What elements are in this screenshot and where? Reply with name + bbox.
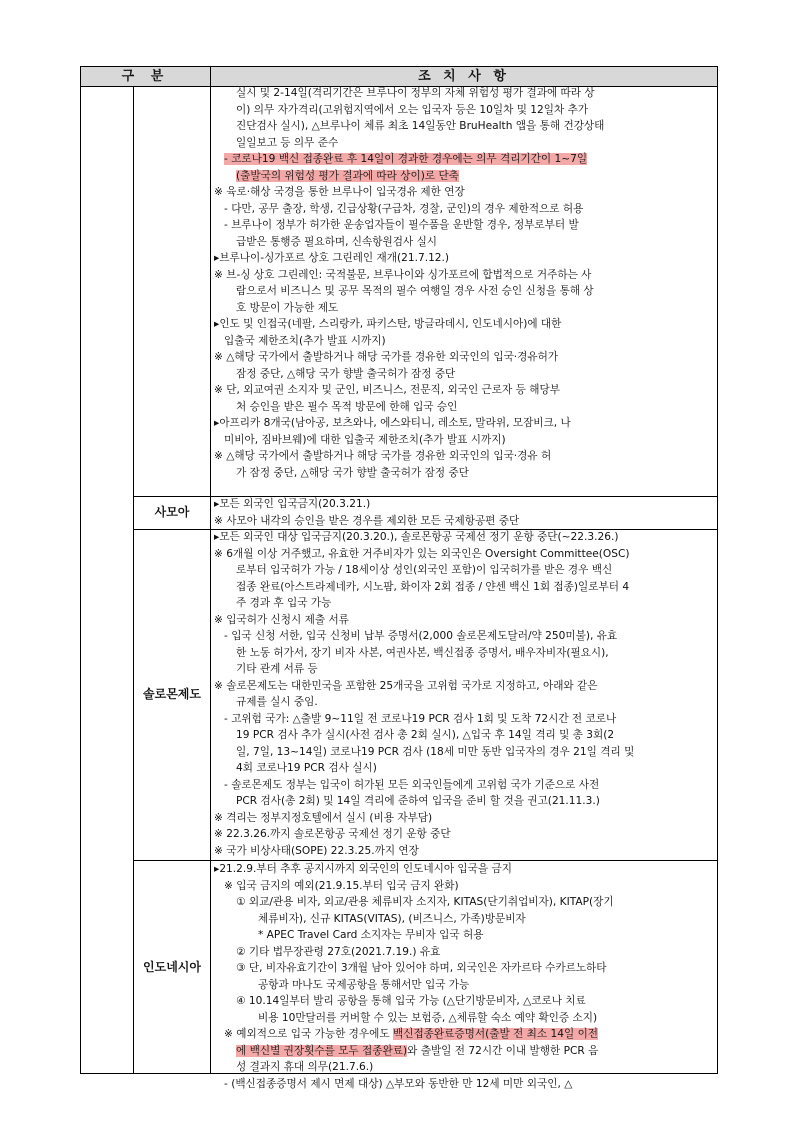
label-samoa: 사모아 bbox=[154, 505, 190, 519]
text-line: 미비아, 짐바브웨)에 대한 입출국 제한조치(추가 발표 시까지) bbox=[224, 433, 506, 446]
label-solomon: 솔로몬제도 bbox=[143, 687, 201, 701]
brunei-content bbox=[214, 85, 713, 481]
text-line: 람으로서 비즈니스 및 공무 목적의 필수 여행일 경우 사전 승인 신청을 통해 상 bbox=[236, 285, 594, 297]
text-line: 규제를 실시 중임. bbox=[236, 696, 318, 708]
text-line: - (백신접종증명서 제시 면제 대상) △부모와 동반한 만 12세 미만 외국인, △ bbox=[224, 1077, 573, 1090]
text-line: ※ 입국 금지의 예외(21.9.15.부터 입국 금지 완화) bbox=[224, 879, 459, 892]
text-line: 입출국 제한조치(추가 발표 시까지) bbox=[224, 334, 386, 347]
text-line: ※ 육로·해상 국경을 통한 브루나이 입국경유 제한 연장 bbox=[214, 186, 465, 198]
text-line: 호 방문이 가능한 제도 bbox=[236, 301, 339, 314]
text-line: ③ 단, 비자유효기간이 3개월 남아 있어야 하며, 외국인은 자카르타 수카르노하타 bbox=[236, 962, 607, 974]
text-line: ▸21.2.9.부터 추후 공지시까지 외국인의 인도네시아 입국을 금지 bbox=[214, 863, 512, 875]
header-category: 구 분 bbox=[121, 69, 170, 84]
indonesia-content bbox=[214, 861, 713, 1092]
solomon-content bbox=[214, 529, 713, 859]
text-line: - 브루나이 정부가 허가한 운송업자들이 필수품을 운반할 경우, 정부로부터 발 bbox=[224, 219, 579, 231]
text-line: ※ 국가 비상사태(SOPE) 22.3.25.까지 연장 bbox=[214, 844, 419, 857]
text-line: 일일보고 등 의무 준수 bbox=[236, 136, 339, 149]
text-line: ④ 10.14일부터 발리 공항을 통해 입국 가능 (△단기방문비자, △코로나 치료 bbox=[236, 995, 586, 1007]
text-line: 가 잠정 중단, △해당 국가 향발 출국허가 잠정 중단 bbox=[236, 466, 469, 479]
text-line: 이) 의무 자가격리(고위험지역에서 오는 입국자 등은 10일차 및 12일차 추가 bbox=[236, 103, 589, 116]
text-line: 주 경과 후 입국 가능 bbox=[236, 597, 332, 609]
text-line: 비용 10만달러를 커버할 수 있는 보험증, △체류할 숙소 예약 확인증 소지) bbox=[258, 1011, 598, 1024]
highlight-text: 에 백신별 권장횟수를 모두 접종완료) bbox=[236, 1044, 408, 1057]
text-fragment: ※ 예외적으로 입국 가능한 경우에도 bbox=[224, 1028, 393, 1040]
text-line: ※ 브-싱 상호 그린레인: 국적불문, 브루나이와 싱가포르에 합법적으로 거주하는 사 bbox=[214, 268, 592, 281]
text-line: - 다만, 공무 출장, 학생, 긴급상황(구급차, 경찰, 군인)의 경우 제한적으로 허용 bbox=[224, 202, 584, 215]
text-line: ▸모든 외국인 대상 입국금지(20.3.20.), 솔로몬항공 국제선 정기 운항 중단(~22.3.26.) bbox=[214, 531, 619, 543]
text-line: ※ 솔로몬제도는 대한민국을 포함한 25개국을 고위험 국가로 지정하고, 아래와 같은 bbox=[214, 679, 598, 692]
text-line: 한 노동 허가서, 장기 비자 사본, 여권사본, 백신접종 증명서, 배우자비자(필요시), bbox=[236, 646, 609, 659]
text-line: 처 승인을 받은 필수 목적 방문에 한해 입국 승인 bbox=[236, 400, 458, 413]
text-line: ※ △해당 국가에서 출발하거나 해당 국가를 경유한 외국인의 입국·경유허가 bbox=[214, 351, 559, 363]
text-line: - 고위험 국가: △출발 9~11일 전 코로나19 PCR 검사 1회 및 도착 72시간 전 코로나 bbox=[224, 712, 617, 725]
text-line: ② 기타 법무장관령 27호(2021.7.19.) 유효 bbox=[236, 945, 441, 958]
text-line: 19 PCR 검사 추가 실시(사전 검사 총 2회 실시), △입국 후 14일 격리 및 총 3회(2 bbox=[236, 729, 615, 741]
header-measures: 조 치 사 항 bbox=[418, 69, 510, 84]
text-line: * APEC Travel Card 소지자는 무비자 입국 허용 bbox=[258, 929, 484, 941]
text-line: ▸아프리카 8개국(남아공, 보츠와나, 에스와티니, 레소토, 말라위, 모잠비크, 나 bbox=[214, 417, 571, 429]
text-line: 기타 관계 서류 등 bbox=[236, 663, 318, 675]
text-line: 일, 7일, 13~14일) 코로나19 PCR 검사 (18세 미만 동반 입국자의 경우 21일 격리 및 bbox=[236, 745, 635, 758]
text-line: 잠정 중단, △해당 국가 향발 출국허가 잠정 중단 bbox=[236, 367, 456, 380]
text-line: ▸브루나이-싱가포르 상호 그린레인 재개(21.7.12.) bbox=[214, 252, 450, 264]
text-line: ▸모든 외국인 입국금지(20.3.21.) bbox=[214, 498, 371, 510]
column-divider bbox=[210, 67, 211, 1073]
label-indonesia: 인도네시아 bbox=[143, 960, 201, 974]
text-line: ※ 22.3.26.까지 솔로몬항공 국제선 정기 운항 중단 bbox=[214, 828, 451, 840]
text-line: 진단검사 실시), △브루나이 체류 최초 14일동안 BruHealth 앱을 통해 건강상태 bbox=[236, 120, 605, 132]
text-line: PCR 검사(총 2회) 및 14일 격리에 준하여 입국을 준비 할 것을 권고(21.11.3.) bbox=[236, 795, 600, 807]
text-line: 실시 및 2-14일(격리기간은 브루나이 정부의 자체 위험성 평가 결과에 따라 상 bbox=[236, 87, 595, 99]
text-line: ※ 6개월 이상 거주했고, 유효한 거주비자가 있는 외국인은 Oversight Committee(OSC) bbox=[214, 547, 630, 560]
text-line: ※ △해당 국가에서 출발하거나 해당 국가를 경유한 외국인의 입국·경유 허 bbox=[214, 450, 552, 462]
text-line: 접종 완료(아스트라제네카, 시노팜, 화이자 2회 접종 / 얀센 백신 1회 접종)일로부터 4 bbox=[236, 580, 630, 593]
table-header bbox=[81, 67, 717, 87]
text-line: - 입국 신청 서한, 입국 신청비 납부 증명서(2,000 솔로몬제도달러/약 250미불), 유효 bbox=[224, 630, 618, 642]
text-line: ※ 입국허가 신청시 제출 서류 bbox=[214, 613, 349, 626]
text-line: ※ 격리는 정부지정호텔에서 실시 (비용 자부담) bbox=[214, 811, 433, 824]
highlight-text: - 코로나19 백신 접종완료 후 14일이 경과한 경우에는 의무 격리기간이 1~7일 bbox=[224, 153, 588, 165]
text-line: ※ 사모아 내각의 승인을 받은 경우를 제외한 모든 국제항공편 중단 bbox=[214, 514, 520, 527]
text-fragment: 와 출발일 전 72시간 이내 발행한 PCR 음 bbox=[407, 1044, 599, 1057]
text-line: ① 외교/관용 비자, 외교/관용 체류비자 소지자, KITAS(단기취업비자), KITAP(장기 bbox=[236, 896, 614, 908]
text-line: 공항과 마나도 국제공항을 통해서만 입국 가능 bbox=[258, 978, 470, 991]
text-line: 체류비자), 신규 KITAS(VITAS), (비즈니스, 가족)방문비자 bbox=[258, 912, 526, 925]
text-line: - 솔로몬제도 정부는 입국이 허가된 모든 외국인들에게 고위험 국가 기준으로 사전 bbox=[224, 778, 600, 791]
text-line: 4회 코로나19 PCR 검사 실시) bbox=[236, 762, 377, 774]
highlight-text: 백신접종완료증명서(출발 전 최소 14일 이전 bbox=[392, 1028, 599, 1040]
text-line: 성 결과지 휴대 의무(21.7.6.) bbox=[236, 1061, 374, 1073]
text-line: ▸인도 및 인접국(네팔, 스리랑카, 파키스탄, 방글라데시, 인도네시아)에 대한 bbox=[214, 318, 562, 330]
text-line: ※ 단, 외교여권 소지자 및 군인, 비즈니스, 전문직, 외국인 근로자 등 해당부 bbox=[214, 384, 560, 396]
text-line: 급받은 통행증 필요하며, 신속항원검사 실시 bbox=[236, 235, 438, 248]
samoa-content bbox=[214, 496, 713, 529]
highlight-text: (출발국의 위험성 평가 결과에 따라 상이)로 단축 bbox=[236, 169, 459, 182]
measures-table bbox=[80, 66, 718, 1090]
text-line: 로부터 입국허가 가능 / 18세이상 성인(외국인 포함)이 입국허가를 받은 경우 백신 bbox=[236, 564, 613, 576]
